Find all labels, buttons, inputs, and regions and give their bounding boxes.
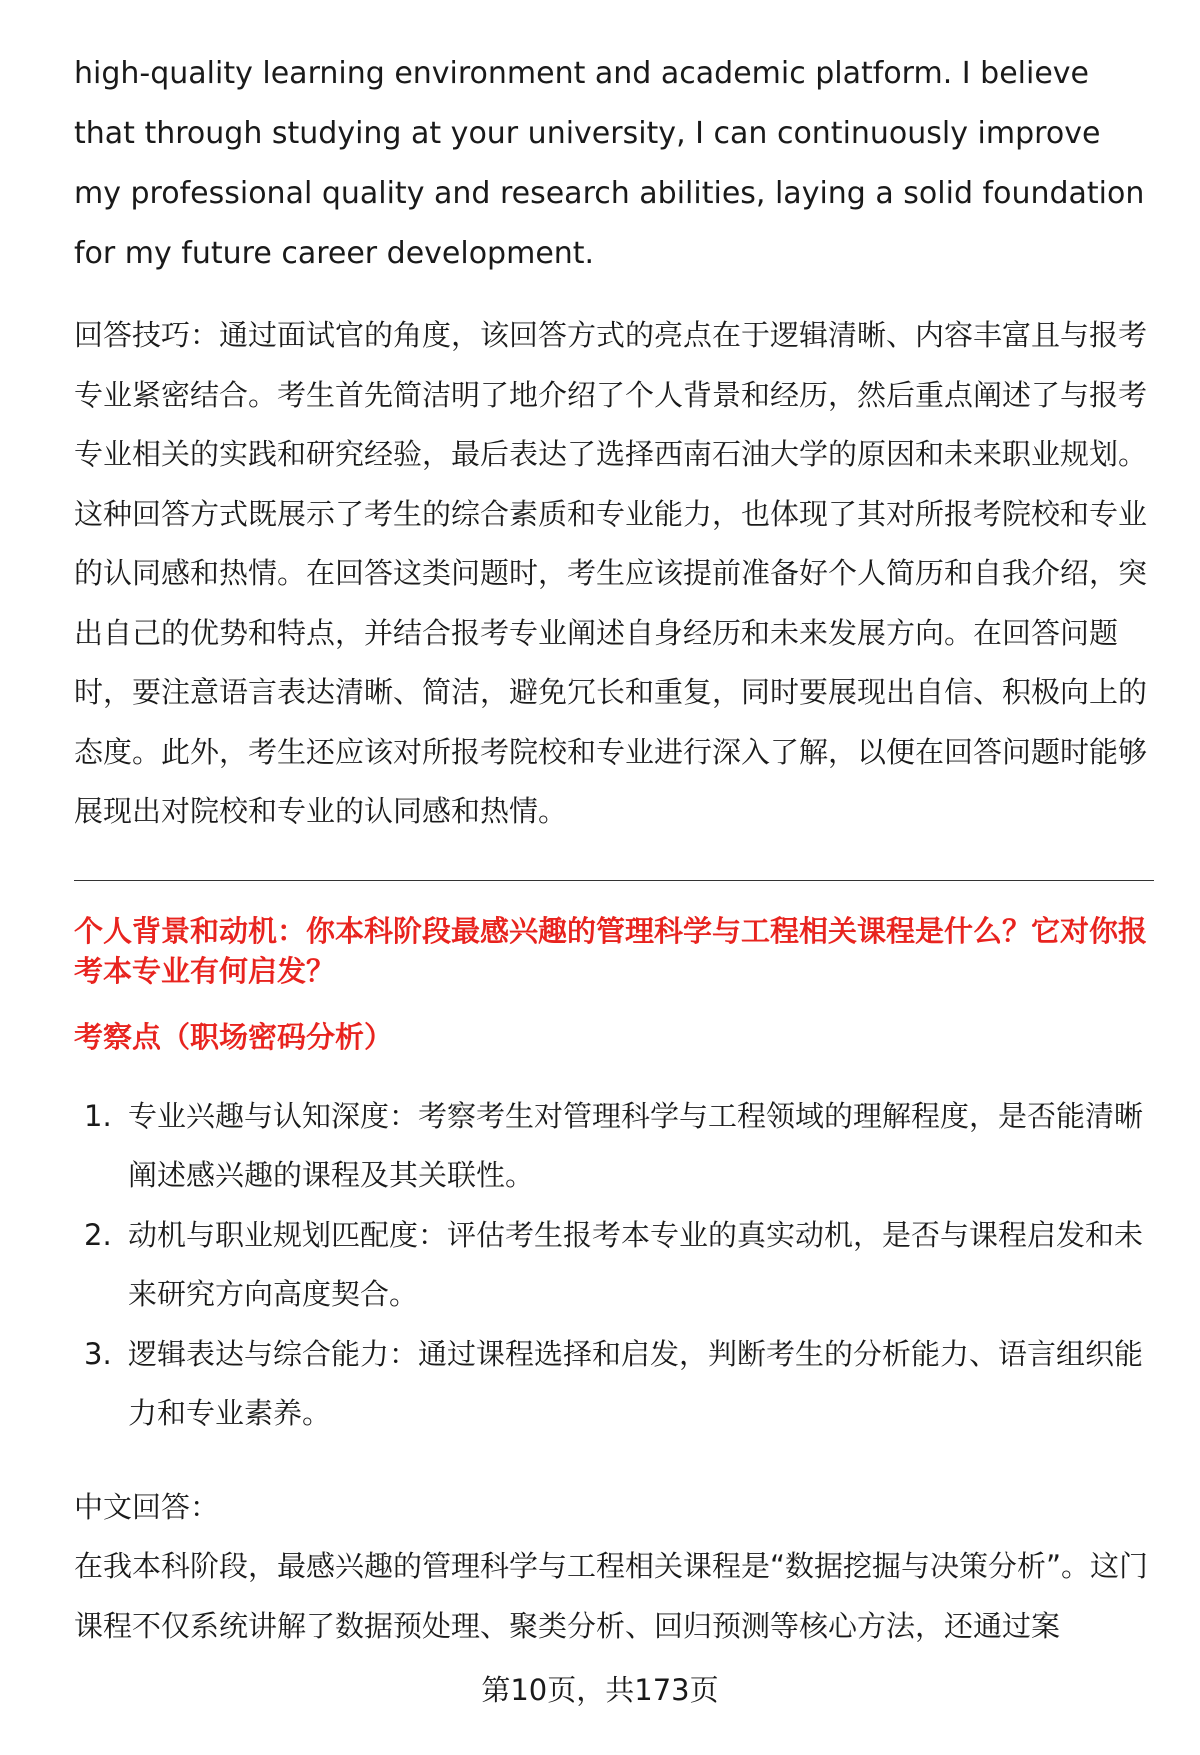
tips-label: 回答技巧： — [74, 318, 220, 352]
list-item-text: 动机与职业规划匹配度：评估考生报考本专业的真实动机，是否与课程启发和未来研究方向高度契合。 — [128, 1217, 1144, 1311]
answer-tips-paragraph — [74, 306, 1154, 842]
question-heading: 个人背景和动机：你本科阶段最感兴趣的管理科学与工程相关课程是什么？它对你报考本专业有何启发？ — [74, 913, 1148, 988]
list-item — [74, 1206, 1154, 1325]
list-item-text: 逻辑表达与综合能力：通过课程选择和启发，判断考生的分析能力、语言组织能力和专业素养。 — [128, 1336, 1144, 1430]
list-item-text: 专业兴趣与认知深度：考察考生对管理科学与工程领域的理解程度，是否能清晰阐述感兴趣的课程及其关联性。 — [128, 1098, 1144, 1192]
english-answer-paragraph: high-quality learning environment and academic platform. I believe that through studying at your university, I can continuously improve my professional quality and research abilities, laying a solid foundation for my future career development. — [74, 56, 1145, 271]
chinese-answer-text: 在我本科阶段，最感兴趣的管理科学与工程相关课程是“数据挖掘与决策分析”。这门课程不仅系统讲解了数据预处理、聚类分析、回归预测等核心方法，还通过案 — [74, 1549, 1149, 1643]
document-body — [74, 44, 1154, 1656]
section-divider — [74, 880, 1154, 881]
list-item-number: 2. — [84, 1217, 112, 1252]
list-item — [74, 1325, 1154, 1444]
chinese-answer-label: 中文回答： — [74, 1489, 220, 1524]
list-item-number: 1. — [84, 1098, 112, 1133]
analysis-heading: 考察点（职场密码分析） — [74, 1019, 394, 1054]
list-item — [74, 1087, 1154, 1206]
list-item-number: 3. — [84, 1336, 112, 1371]
page-number-footer: 第10页，共173页 — [481, 1673, 719, 1707]
analysis-points-list — [74, 1087, 1154, 1444]
tips-text: 通过面试官的角度，该回答方式的亮点在于逻辑清晰、内容丰富且与报考专业紧密结合。考生首先简洁明了地介绍了个人背景和经历，然后重点阐述了与报考专业相关的实践和研究经验，最后表达了选择西南石油大学的原因和未来职业规划。这种回答方式既展示了考生的综合素质和专业能力，也体现了其对所报考院校和专业的认同感和热情。在回答这类问题时，考生应该提前准备好个人简历和自我介绍，突出自己的优势和特点，并结合报考专业阐述自身经历和未来发展方向。在回答问题时，要注意语言表达清晰、简洁，避免冗长和重复，同时要展现出自信、积极向上的态度。此外，考生还应该对所报考院校和专业进行深入了解，以便在回答问题时能够展现出对院校和专业的认同感和热情。 — [74, 318, 1148, 828]
